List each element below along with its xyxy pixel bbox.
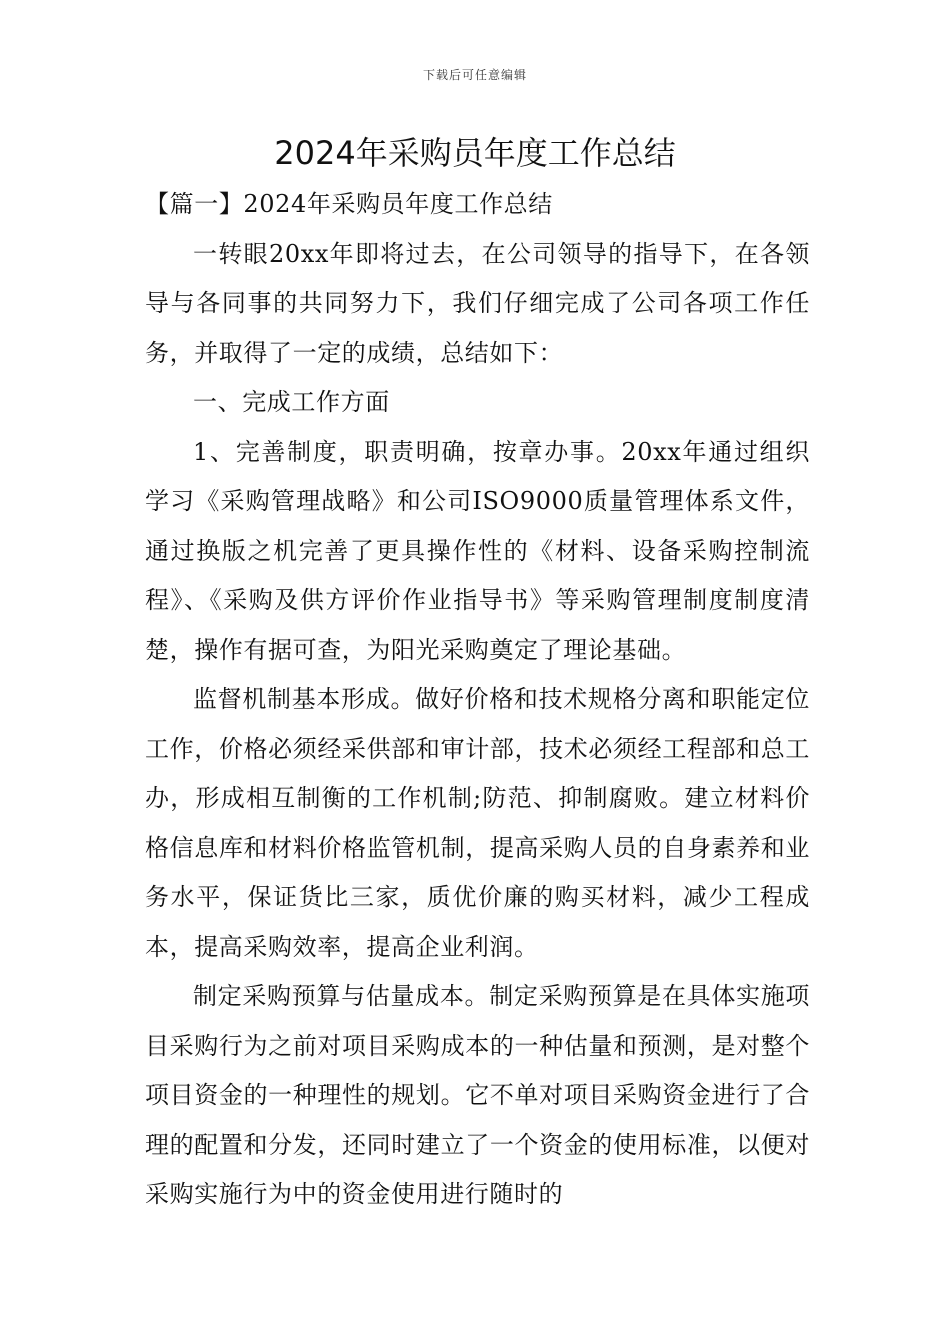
paragraph-subheading: 一、完成工作方面 [193, 388, 390, 416]
document-title: 2024年采购员年度工作总结 [274, 134, 676, 172]
paragraph-budget: 制定采购预算与估量成本。制定采购预算是在具体实施项目采购行为之前对项目采购成本的一种估量和预测，是对整个项目资金的一种理性的规划。它不单对项目采购资金进行了合理的配置和分发，还同时建立了一个资金的使用标准，以便对采购实施行为中的资金使用进行随时的 [145, 982, 810, 1208]
paragraph-system: 1、完善制度，职责明确，按章办事。20xx年通过组织学习《采购管理战略》和公司ISO9000质量管理体系文件，通过换版之机完善了更具操作性的《材料、设备采购控制流程》、《采购及供方评价作业指导书》等采购管理制度制度清楚，操作有据可查，为阳光采购奠定了理论基础。 [145, 437, 810, 664]
document-body [145, 180, 810, 1220]
header-note: 下载后可任意编辑 [422, 68, 527, 82]
section-heading: 【篇一】2024年采购员年度工作总结 [145, 190, 553, 218]
paragraph-intro: 一转眼20xx年即将过去，在公司领导的指导下，在各领导与各同事的共同努力下，我们仔细完成了公司各项工作任务，并取得了一定的成绩，总结如下： [145, 239, 810, 367]
paragraph-supervision: 监督机制基本形成。做好价格和技术规格分离和职能定位工作，价格必须经采供部和审计部，技术必须经工程部和总工办，形成相互制衡的工作机制;防范、抑制腐败。建立材料价格信息库和材料价格监管机制，提高采购人员的自身素养和业务水平，保证货比三家，质优价廉的购买材料，减少工程成本，提高采购效率，提高企业利润。 [145, 685, 810, 961]
